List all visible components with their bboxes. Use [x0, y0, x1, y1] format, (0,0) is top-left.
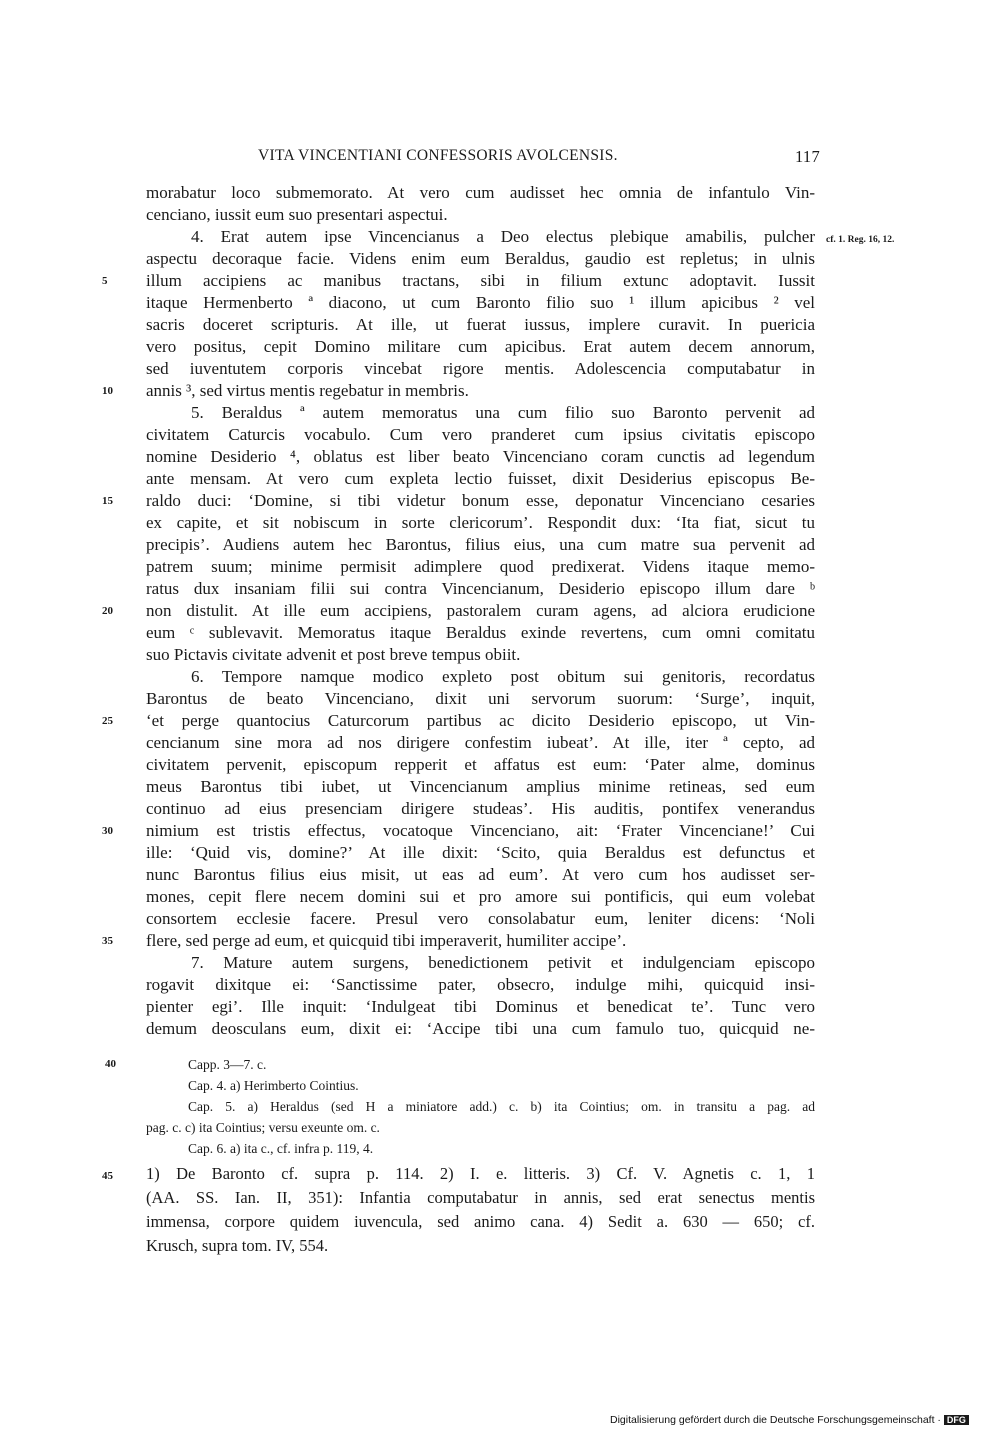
line-text: vero positus, cepit Domino militare cum apicibus. Erat autem decem annorum,	[146, 337, 815, 356]
line-text: consortem ecclesie facere. Presul vero consolabatur eum, leniter dicens: ‘Noli	[146, 909, 815, 928]
line-row	[146, 336, 815, 358]
line-text: 1) De Baronto cf. supra p. 114. 2) I. e. litteris. 3) Cf. V. Agnetis c. 1, 1	[146, 1164, 815, 1183]
line-row	[146, 424, 815, 446]
num-line-row	[102, 1162, 815, 1186]
line-row	[102, 600, 815, 622]
line-text: sacris doceret scripturis. At ille, ut fuerat iussus, implere curavit. In puericia	[146, 315, 815, 334]
line-row	[146, 402, 815, 424]
line-row	[102, 930, 815, 952]
line-text: civitatem Caturcis vocabulo. Cum vero pranderet cum ipsius civitatis episcopo	[146, 425, 815, 444]
line-number: 25	[102, 715, 113, 727]
line-text: (AA. SS. Ian. II, 351): Infantia computabatur in annis, sed erat senectus mentis	[146, 1188, 815, 1207]
line-text: suo Pictavis civitate advenit et post breve tempus obiit.	[146, 645, 521, 664]
line-row	[146, 556, 815, 578]
line-text: raldo duci: ‘Domine, si tibi videtur bonum esse, deponatur Vincenciano cesaries	[146, 491, 815, 510]
line-text: meus Barontus tibi iubet, ut Vincencianum amplius minime retineas, sed eum	[146, 777, 815, 796]
line-text: Krusch, supra tom. IV, 554.	[146, 1236, 329, 1255]
line-row	[146, 776, 815, 798]
line-row	[146, 578, 815, 600]
line-row	[146, 468, 815, 490]
critical-apparatus	[105, 1054, 815, 1159]
line-text: ex capite, et sit nobiscum in sorte clericorum’. Respondit dux: ‘Ita fiat, sicut tu	[146, 513, 815, 532]
line-row	[102, 380, 815, 402]
page-number: 117	[794, 147, 820, 166]
line-text: ille: ‘Quid vis, domine?’ At ille dixit: ‘Scito, quia Beraldus est defunctus et	[146, 843, 815, 862]
line-row	[146, 732, 815, 754]
margin-reference: cf. 1. Reg. 16, 12.	[826, 235, 895, 245]
line-text: 4. Erat autem ipse Vincencianus a Deo electus plebique amabilis, pulcher	[191, 227, 815, 246]
num-line-row	[146, 1186, 815, 1210]
line-row	[102, 710, 815, 732]
line-row	[102, 270, 815, 292]
line-text: sed iuventutem corporis vincebat rigore mentis. Adolescencia computabatur in	[146, 359, 815, 378]
footer-text: Digitalisierung gefördert durch die Deutsche Forschungsgemeinschaft ·	[610, 1414, 941, 1426]
line-text: itaque Hermenberto ª diacono, ut cum Baronto filio suo ¹ illum apicibus ² vel	[146, 293, 815, 312]
line-text: 6. Tempore namque modico expleto post obitum sui genitoris, recordatus	[191, 667, 815, 686]
line-row	[146, 842, 815, 864]
line-text: patrem suum; minime permisit adimplere quod predixerat. Videns itaque memo-	[146, 557, 815, 576]
main-text	[102, 182, 815, 1040]
line-text: annis ³, sed virtus mentis regebatur in membris.	[146, 381, 469, 400]
line-row	[146, 952, 815, 974]
line-text: rogavit dixitque ei: ‘Sanctissime pater, obsecro, indulge mihi, quicquid insi-	[146, 975, 815, 994]
line-row	[146, 864, 815, 886]
line-row	[146, 446, 815, 468]
line-row	[146, 644, 815, 666]
line-number: 30	[102, 825, 113, 837]
line-number: 35	[102, 935, 113, 947]
line-number: 5	[102, 275, 108, 287]
line-text: 7. Mature autem surgens, benedictionem petivit et indulgenciam episcopo	[191, 953, 815, 972]
line-text: precipis’. Audiens autem hec Barontus, filius eius, una cum matre sua pervenit ad	[146, 535, 815, 554]
line-row	[146, 974, 815, 996]
line-text: Cap. 5. a) Heraldus (sed H a miniatore add.) c. b) ita Cointius; om. in transitu a pag. ad	[188, 1099, 815, 1114]
fn-line-row	[146, 1117, 815, 1138]
line-number: 20	[102, 605, 113, 617]
line-text: ante mensam. At vero cum expleta lectio fuisset, dixit Desiderius episcopus Be-	[146, 469, 815, 488]
line-row	[146, 996, 815, 1018]
dfg-logo: DFG	[944, 1415, 969, 1425]
line-text: Barontus de beato Vincenciano, dixit uni servorum suorum: ‘Surge’, inquit,	[146, 689, 815, 708]
line-text: 5. Beraldus ª autem memoratus una cum filio suo Baronto pervenit ad	[191, 403, 815, 422]
fn-line-row	[146, 1075, 815, 1096]
line-number: 45	[102, 1170, 113, 1182]
line-row	[146, 512, 815, 534]
line-row	[146, 226, 815, 248]
line-row	[146, 886, 815, 908]
line-text: aspectu decoraque facie. Videns enim eum Beraldus, gaudio est repletus; in ulnis	[146, 249, 815, 268]
line-row	[146, 798, 815, 820]
line-text: morabatur loco submemorato. At vero cum audisset hec omnia de infantulo Vin-	[146, 183, 815, 202]
line-text: demum deosculans eum, dixit ei: ‘Accipe tibi una cum famulo tuo, quicquid ne-	[146, 1019, 815, 1038]
line-row	[146, 688, 815, 710]
line-text: mones, cepit flere necem domini sui et pro amore sui pontificis, qui eum volebat	[146, 887, 815, 906]
line-text: Capp. 3—7. c.	[188, 1057, 267, 1072]
line-text: pag. c. c) ita Cointius; versu exeunte om. c.	[146, 1120, 380, 1135]
line-text: nunc Barontus filius eius misit, ut eas ad eum’. At vero cum hos audisset ser-	[146, 865, 815, 884]
line-row	[146, 182, 815, 204]
line-text: Cap. 4. a) Herimberto Cointius.	[188, 1078, 359, 1093]
line-number: 10	[102, 385, 113, 397]
line-text: immensa, corpore quidem iuvencula, sed animo cana. 4) Sedit a. 630 — 650; cf.	[146, 1212, 815, 1231]
num-line-row	[146, 1234, 815, 1258]
line-number: 15	[102, 495, 113, 507]
line-row	[146, 248, 815, 270]
num-line-row	[146, 1210, 815, 1234]
fn-line-row	[105, 1054, 815, 1075]
footnotes	[102, 1162, 815, 1258]
line-row	[146, 1018, 815, 1040]
line-number: 40	[105, 1058, 116, 1070]
line-text: civitatem pervenit, episcopum repperit et affatus est eum: ‘Pater alme, dominus	[146, 755, 815, 774]
fn-line-row	[146, 1138, 815, 1159]
line-text: non distulit. At ille eum accipiens, pastoralem curam agens, ad alciora erudicione	[146, 601, 815, 620]
line-text: illum accipiens ac manibus tractans, sibi in filium extunc adoptavit. Iussit	[146, 271, 815, 290]
line-text: cenciano, iussit eum suo presentari aspectui.	[146, 205, 448, 224]
line-row	[146, 204, 815, 226]
line-row	[102, 490, 815, 512]
line-text: continuo ad eius presenciam dirigere studeas’. His auditis, pontifex venerandus	[146, 799, 815, 818]
fn-line-row	[146, 1096, 815, 1117]
line-text: cencianum sine mora ad nos dirigere confestim iubeat’. At ille, iter ª cepto, ad	[146, 733, 815, 752]
line-row	[146, 292, 815, 314]
funding-footer	[610, 1414, 969, 1426]
line-text: nomine Desiderio ⁴, oblatus est liber beato Vincenciano coram cunctis ad legendum	[146, 447, 815, 466]
line-text: ‘et perge quantocius Caturcorum partibus ac dicito Desiderio episcopo, ut Vin-	[146, 711, 815, 730]
line-text: eum ᶜ sublevavit. Memoratus itaque Beraldus exinde revertens, cum omni comitatu	[146, 623, 815, 642]
running-title: VITA VINCENTIANI CONFESSORIS AVOLCENSIS.	[258, 147, 618, 164]
line-text: ratus dux insaniam filii sui contra Vincencianum, Desiderio episcopo illum dare ᵇ	[146, 579, 815, 598]
line-row	[146, 358, 815, 380]
line-row	[146, 314, 815, 336]
line-text: nimium est tristis effectus, vocatoque Vincenciano, ait: ‘Frater Vincenciane!’ Cui	[146, 821, 815, 840]
line-text: Cap. 6. a) ita c., cf. infra p. 119, 4.	[188, 1141, 374, 1156]
line-row	[146, 534, 815, 556]
line-text: pienter egi’. Ille inquit: ‘Indulgeat tibi Dominus et benedicat te’. Tunc vero	[146, 997, 815, 1016]
line-row	[146, 754, 815, 776]
line-row	[146, 908, 815, 930]
line-text: flere, sed perge ad eum, et quicquid tibi imperaverit, humiliter accipe’.	[146, 931, 627, 950]
line-row	[102, 820, 815, 842]
line-row	[146, 622, 815, 644]
line-row	[146, 666, 815, 688]
running-header	[258, 147, 820, 171]
